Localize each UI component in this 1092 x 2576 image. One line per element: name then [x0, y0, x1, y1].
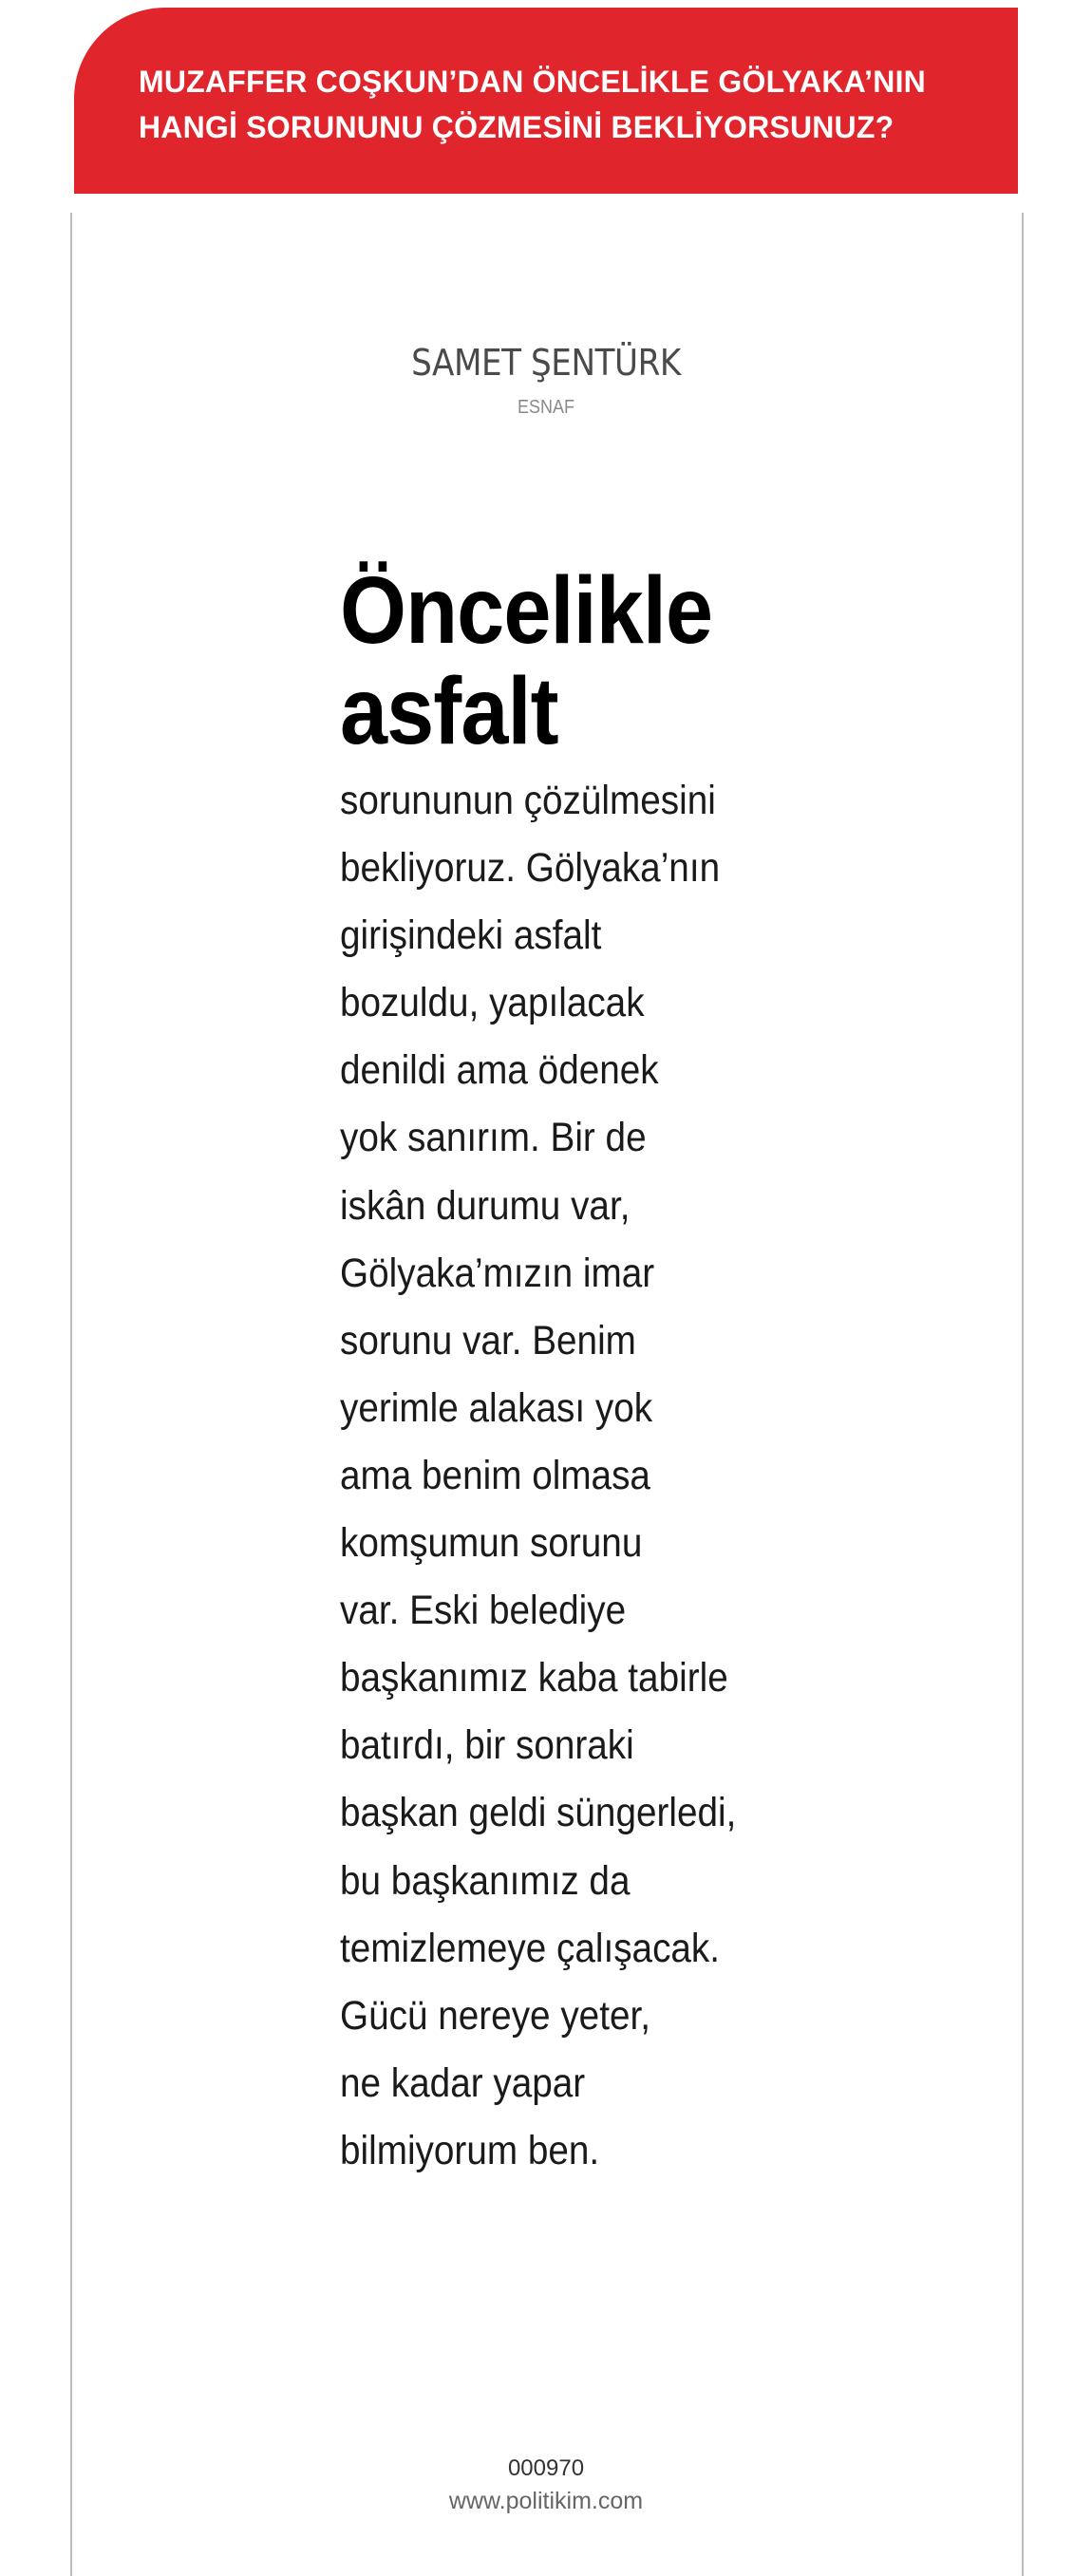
header-question-line-1: MUZAFFER COŞKUN’DAN ÖNCELİKLE GÖLYAKA’NIN	[139, 65, 926, 99]
article-line: başkan geldi süngerledi,	[340, 1790, 737, 1836]
article-line: Gücü nereye yeter,	[340, 1992, 650, 2039]
article-line: komşumun sorunu	[340, 1520, 643, 1567]
article-line: yok sanırım. Bir de	[340, 1115, 647, 1161]
article-line: sorununun çözülmesini	[340, 778, 716, 823]
article-line: denildi ama ödenek	[340, 1047, 659, 1094]
person-name: SAMET ŞENTÜRK	[411, 342, 681, 384]
article-line: bozuldu, yapılacak	[340, 980, 645, 1026]
lead-line-1: Öncelikle	[340, 557, 713, 664]
header-question-line-2: HANGİ SORUNUNU ÇÖZMESİNİ BEKLİYORSUNUZ?	[139, 110, 894, 144]
person-role: ESNAF	[517, 397, 575, 418]
article-line: ama benim olmasa	[340, 1452, 650, 1498]
footer-url[interactable]: www.politikim.com	[448, 2488, 644, 2514]
article-line: temizlemeye çalışacak.	[340, 1925, 721, 1971]
article-line: Gölyaka’mızın imar	[340, 1250, 655, 1296]
article-body	[340, 557, 834, 2185]
article-line: bekliyoruz. Gölyaka’nın	[340, 845, 721, 892]
article-line: bu başkanımız da	[340, 1857, 631, 1904]
lead-line-2: asfalt	[340, 658, 558, 764]
article-line: sorunu var. Benim	[340, 1317, 636, 1363]
article-line: ne kadar yapar	[340, 2059, 586, 2106]
article-line: var. Eski belediye	[340, 1588, 627, 1634]
footer-code: 000970	[507, 2455, 585, 2481]
article-line: batırdı, bir sonraki	[340, 1722, 634, 1769]
article-line: başkanımız kaba tabirle	[340, 1655, 728, 1702]
article-line: bilmiyorum ben.	[340, 2127, 600, 2173]
header-banner	[74, 8, 1018, 194]
article-line: girişindeki asfalt	[340, 912, 602, 959]
article-text	[340, 767, 834, 2185]
article-line: iskân durumu var,	[340, 1182, 631, 1229]
article-line: yerimle alakası yok	[340, 1384, 653, 1431]
